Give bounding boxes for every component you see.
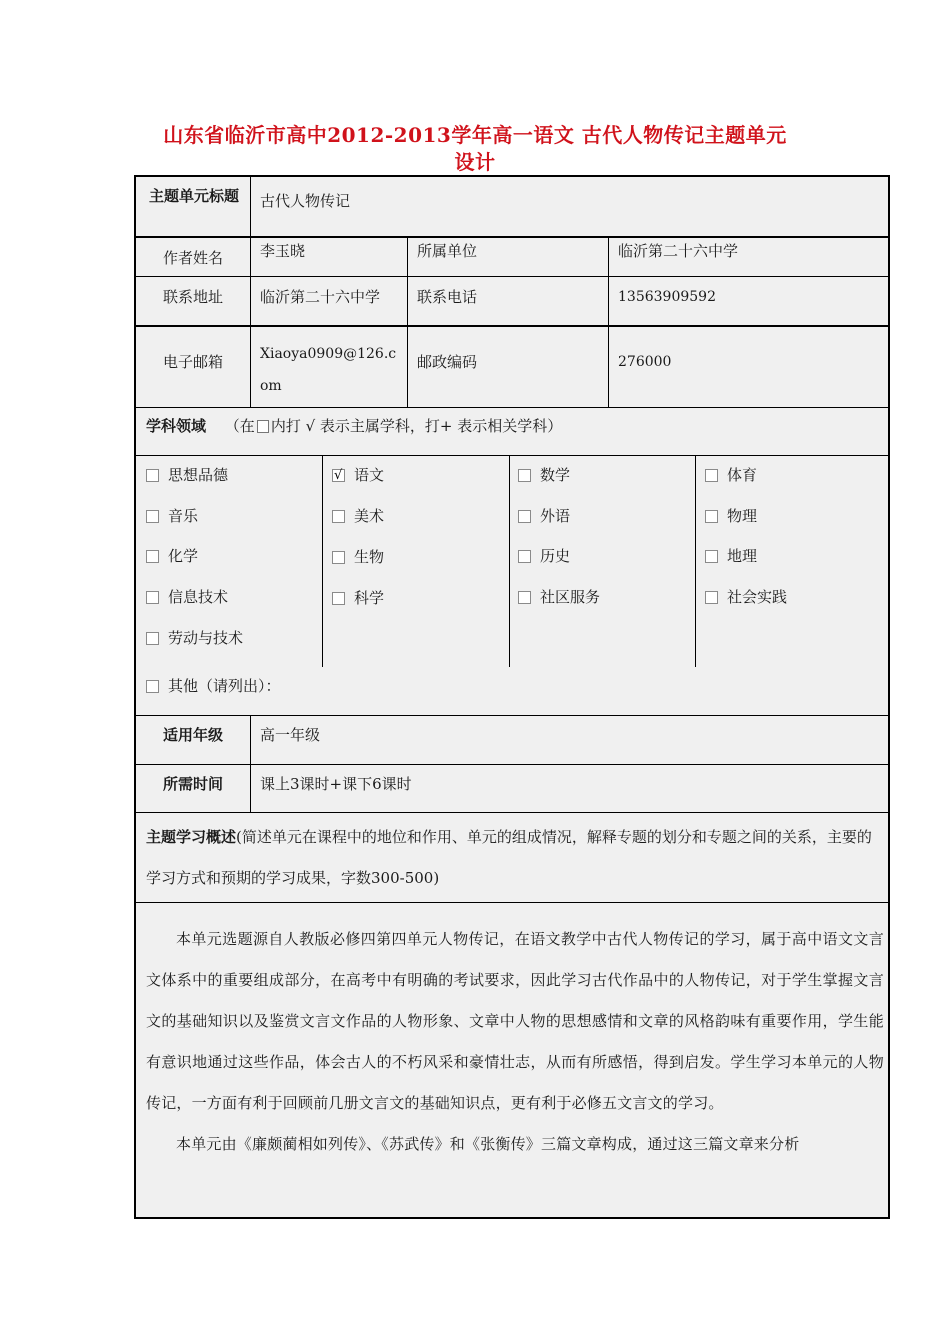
subject-name: 科学: [354, 589, 385, 607]
email-value: [260, 333, 396, 407]
subject-checkbox-science[interactable]: [332, 588, 384, 608]
col-divider: [407, 236, 408, 407]
row-divider: [136, 236, 888, 238]
checkbox-icon: [257, 420, 269, 433]
subject-checkbox-history[interactable]: [518, 546, 570, 566]
row-divider: [136, 407, 888, 408]
subject-name: 体育: [727, 466, 758, 484]
subject-name: 美术: [354, 507, 385, 525]
subject-name: 劳动与技术: [168, 629, 244, 647]
subject-name: 地理: [727, 547, 758, 565]
unit-value: 临沂第二十六中学: [618, 242, 739, 260]
phone-value: 13563909592: [618, 289, 716, 305]
subject-checkbox-math[interactable]: [518, 465, 570, 485]
time-value: 课上3课时+课下6课时: [260, 775, 412, 793]
check-mark-icon: √: [334, 467, 343, 483]
subject-col-divider: [509, 455, 510, 667]
address-label: 联系地址: [162, 288, 223, 306]
checkbox-icon[interactable]: [332, 551, 345, 564]
checkbox-icon[interactable]: [518, 469, 531, 482]
checkbox-icon[interactable]: [146, 632, 159, 645]
checkbox-icon[interactable]: [518, 510, 531, 523]
subject-checkbox-geography[interactable]: [705, 546, 757, 566]
overview-body: [146, 919, 884, 1165]
document-title: [0, 122, 950, 176]
subject-hint-b: 内打 √ 表示主属学科，打+ 表示相关学科）: [270, 417, 563, 435]
overview-hint: (简述单元在课程中的地位和作用、单元的组成情况，解释专题的划分和专题之间的关系，主要的学习方式和预期的学习成果，字数300-500): [146, 828, 872, 887]
subject-col-divider: [695, 455, 696, 667]
subject-checkbox-physics[interactable]: [705, 506, 757, 526]
subject-checkbox-art[interactable]: [332, 506, 384, 526]
subject-name: 外语: [540, 507, 571, 525]
subject-hint-a: （在: [224, 417, 255, 435]
subject-checkbox-moral[interactable]: [146, 465, 228, 485]
unit-design-form: [134, 175, 890, 1219]
grade-label: 适用年级: [162, 726, 223, 744]
subject-checkbox-foreign-language[interactable]: [518, 506, 570, 526]
subject-checkbox-community-service[interactable]: [518, 587, 600, 607]
subject-name: 社会实践: [727, 588, 788, 606]
title-line-1: 山东省临沂市高中2012-2013学年高一语文 古代人物传记主题单元: [163, 123, 787, 147]
checkbox-icon[interactable]: [705, 550, 718, 563]
subject-header: [146, 416, 562, 436]
overview-label: 主题学习概述: [146, 828, 237, 846]
checkbox-icon[interactable]: [146, 469, 159, 482]
subject-name: 音乐: [168, 507, 199, 525]
row-divider: [136, 764, 888, 765]
subject-name: 历史: [540, 547, 571, 565]
subject-name: 物理: [727, 507, 758, 525]
subject-name: 化学: [168, 547, 199, 565]
topic-value: 古代人物传记: [260, 192, 351, 210]
checkbox-icon[interactable]: [146, 680, 159, 693]
col-divider: [608, 236, 609, 407]
email-label: 电子邮箱: [162, 353, 223, 371]
subject-checkbox-labor[interactable]: [146, 628, 243, 648]
subject-name: 信息技术: [168, 588, 229, 606]
topic-label: 主题单元标题: [148, 187, 239, 205]
phone-label: 联系电话: [417, 288, 478, 306]
checkbox-icon[interactable]: [518, 591, 531, 604]
subject-checkbox-social-practice[interactable]: [705, 587, 787, 607]
subject-name: 语文: [354, 466, 385, 484]
unit-label: 所属单位: [417, 242, 478, 260]
row-divider: [136, 812, 888, 813]
checkbox-icon[interactable]: [705, 591, 718, 604]
subject-name: 生物: [354, 548, 385, 566]
title-line-2: 设计: [454, 150, 496, 174]
subject-name: 数学: [540, 466, 571, 484]
postcode-value: 276000: [618, 354, 672, 370]
grade-value: 高一年级: [260, 726, 321, 744]
overview-header: [146, 817, 884, 899]
subject-checkbox-pe[interactable]: [705, 465, 757, 485]
subject-name: 其他（请列出）：: [168, 677, 281, 695]
time-label: 所需时间: [162, 775, 223, 793]
checkbox-icon[interactable]: [332, 510, 345, 523]
subject-name: 思想品德: [168, 466, 229, 484]
overview-paragraph: 本单元选题源自人教版必修四第四单元人物传记，在语文教学中古代人物传记的学习，属于高中语文文言文体系中的重要组成部分，在高考中有明确的考试要求，因此学习古代作品中的人物传记，对于学生掌握文言文的基础知识以及鉴赏文言文作品的人物形象、文章中人物的思想感情和文章的风格韵味有重要作用，学生能有意识地通过这些作品，体会古人的不朽风采和豪情壮志，从而有所感悟，得到启发。学生学习本单元的人物传记，一方面有利于回顾前几册文言文的基础知识点，更有利于必修五文言文的学习。: [146, 930, 884, 1112]
subject-checkbox-chemistry[interactable]: [146, 546, 198, 566]
checkbox-icon[interactable]: [705, 510, 718, 523]
subject-checkbox-music[interactable]: [146, 506, 198, 526]
author-label: 作者姓名: [162, 249, 223, 267]
subject-checkbox-other[interactable]: [146, 676, 281, 696]
checkbox-icon[interactable]: [146, 591, 159, 604]
row-divider: [136, 715, 888, 716]
address-value: 临沂第二十六中学: [260, 288, 381, 306]
overview-paragraph: 本单元由《廉颇蔺相如列传》、《苏武传》和《张衡传》三篇文章构成，通过这三篇文章来分析: [176, 1135, 800, 1153]
checkbox-icon[interactable]: [705, 469, 718, 482]
subject-checkbox-biology[interactable]: [332, 547, 384, 567]
col-divider: [250, 715, 251, 812]
row-divider: [136, 455, 888, 456]
checkbox-icon[interactable]: [332, 469, 345, 482]
subject-col-divider: [322, 455, 323, 667]
row-divider: [136, 276, 888, 277]
col-divider: [250, 177, 251, 407]
subject-name: 社区服务: [540, 588, 601, 606]
email-value-line-2: om: [260, 378, 282, 394]
author-value: 李玉晓: [260, 242, 306, 260]
subject-label: 学科领域: [146, 417, 207, 435]
row-divider: [136, 902, 888, 903]
checkbox-icon[interactable]: [518, 550, 531, 563]
checkbox-icon[interactable]: [146, 510, 159, 523]
row-divider: [136, 325, 888, 327]
postcode-label: 邮政编码: [417, 353, 478, 371]
subject-checkbox-chinese[interactable]: [332, 465, 384, 485]
checkbox-icon[interactable]: [146, 550, 159, 563]
subject-checkbox-it[interactable]: [146, 587, 228, 607]
checkbox-icon[interactable]: [332, 592, 345, 605]
email-value-line-1: Xiaoya0909@126.c: [260, 346, 397, 362]
